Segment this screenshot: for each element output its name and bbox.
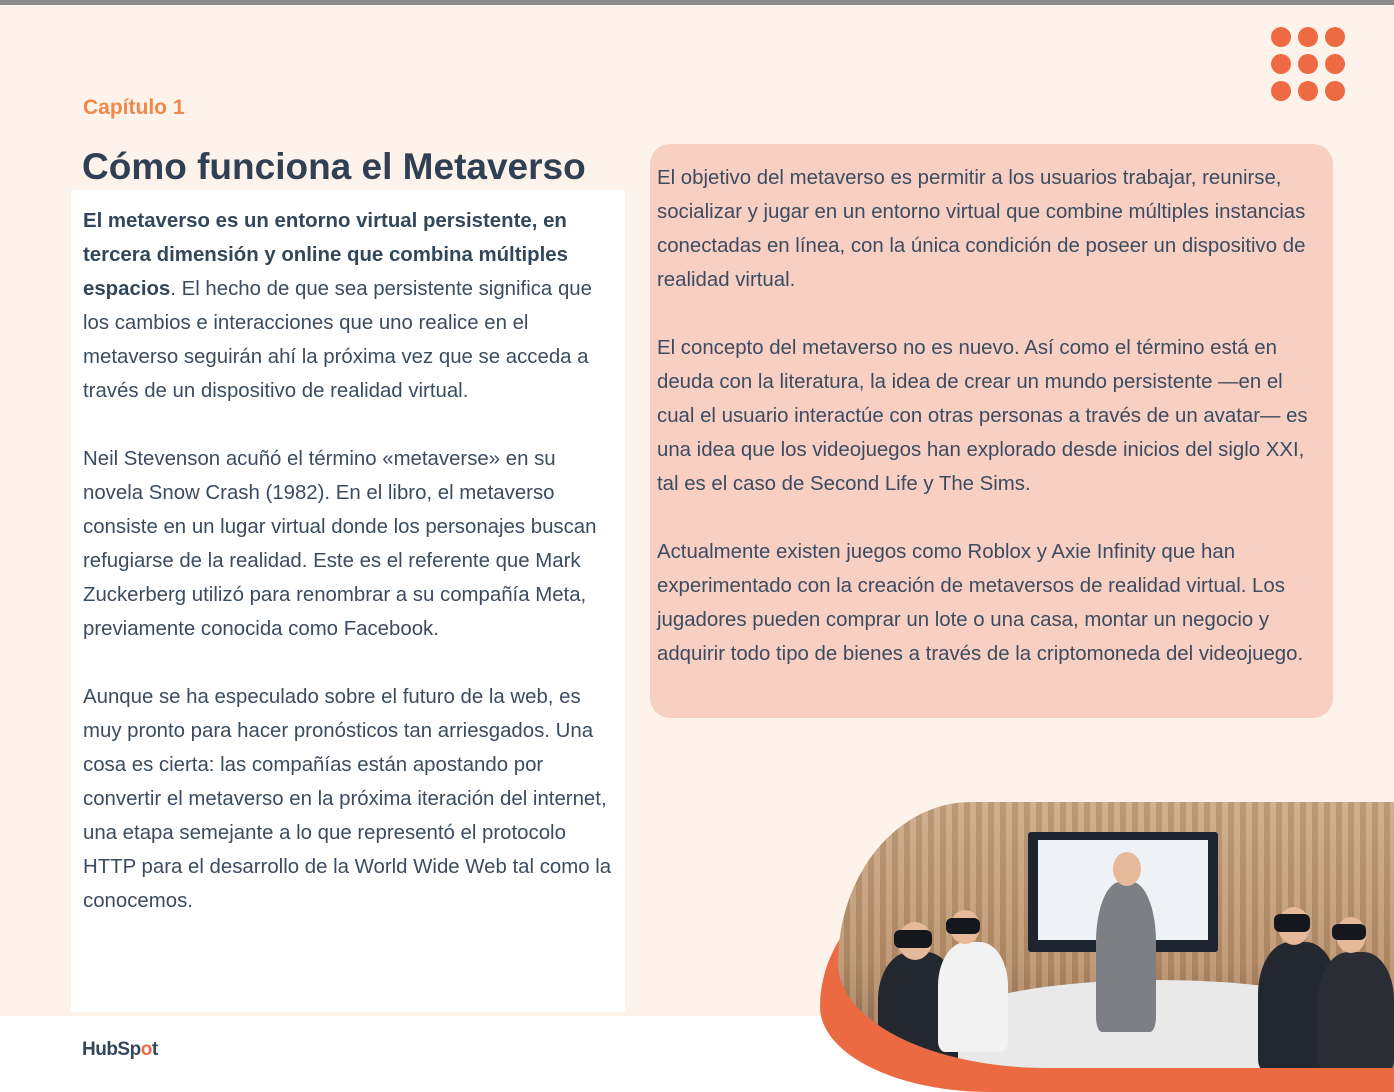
- vr-meeting-photo: [820, 802, 1394, 1092]
- hubspot-logo: [82, 1039, 158, 1061]
- logo-text-c: t: [151, 1039, 158, 1060]
- page-title: Cómo funciona el Metaverso: [82, 146, 586, 187]
- logo-text-a: HubSp: [82, 1039, 141, 1060]
- chapter-label: Capítulo 1: [83, 96, 185, 119]
- presenter-head: [1113, 852, 1141, 886]
- left-column: [71, 190, 625, 1012]
- logo-text-b: o: [140, 1039, 152, 1060]
- left-paragraph-1-bold: El metaverso es un entorno virtual persistente, en tercera dimensión y online que combina múltiples espacios: [83, 210, 568, 300]
- dot-grid-icon: [1271, 27, 1345, 101]
- attendee-figure: [938, 942, 1008, 1052]
- presenter-figure: [1096, 882, 1156, 1032]
- left-paragraph-1-rest: . El hecho de que sea persistente significa que los cambios e interacciones que uno realice en el metaverso seguirán ahí la próxima vez que se acceda a través de un dispositivo de realidad virtual.: [83, 278, 592, 402]
- left-paragraph-1: [83, 204, 613, 408]
- right-paragraph-1: El objetivo del metaverso es permitir a los usuarios trabajar, reunirse, socializar y jugar en un entorno virtual que combine múltiples instancias conectadas en línea, con la única condición de poseer un dispositivo de realidad virtual.: [657, 167, 1306, 291]
- vr-headset-icon: [894, 930, 932, 948]
- vr-headset-icon: [1274, 914, 1310, 932]
- vr-headset-icon: [946, 918, 980, 934]
- vr-headset-icon: [1332, 924, 1366, 940]
- highlight-box: [650, 144, 1333, 718]
- right-paragraph-2: El concepto del metaverso no es nuevo. Así como el término está en deuda con la literatura, la idea de crear un mundo persistente —en el cual el usuario interactúe con otras personas a través de un avatar— es una idea que los videojuegos han explorado desde inicios del siglo XXI, tal es el caso de Second Life y The Sims.: [657, 337, 1308, 495]
- top-rule: [0, 0, 1394, 5]
- photo-image: [838, 802, 1394, 1068]
- left-paragraph-2: Neil Stevenson acuñó el término «metaverse» en su novela Snow Crash (1982). En el libro, el metaverso consiste en un lugar virtual donde los personajes buscan refugiarse de la realidad. Este es el referente que Mark Zuckerberg utilizó para renombrar a su compañía Meta, previamente conocida como Facebook.: [83, 448, 597, 640]
- attendee-figure: [1318, 952, 1394, 1068]
- left-paragraph-3: Aunque se ha especulado sobre el futuro de la web, es muy pronto para hacer pronósticos tan arriesgados. Una cosa es cierta: las compañías están apostando por convertir el metaverso en la próxima iteración del internet, una etapa semejante a lo que representó el protocolo HTTP para el desarrollo de la World Wide Web tal como la conocemos.: [83, 686, 612, 912]
- right-paragraph-3: Actualmente existen juegos como Roblox y Axie Infinity que han experimentado con la creación de metaversos de realidad virtual. Los jugadores pueden comprar un lote o una casa, montar un negocio y adquirir todo tipo de bienes a través de la criptomoneda del videojuego.: [657, 541, 1304, 665]
